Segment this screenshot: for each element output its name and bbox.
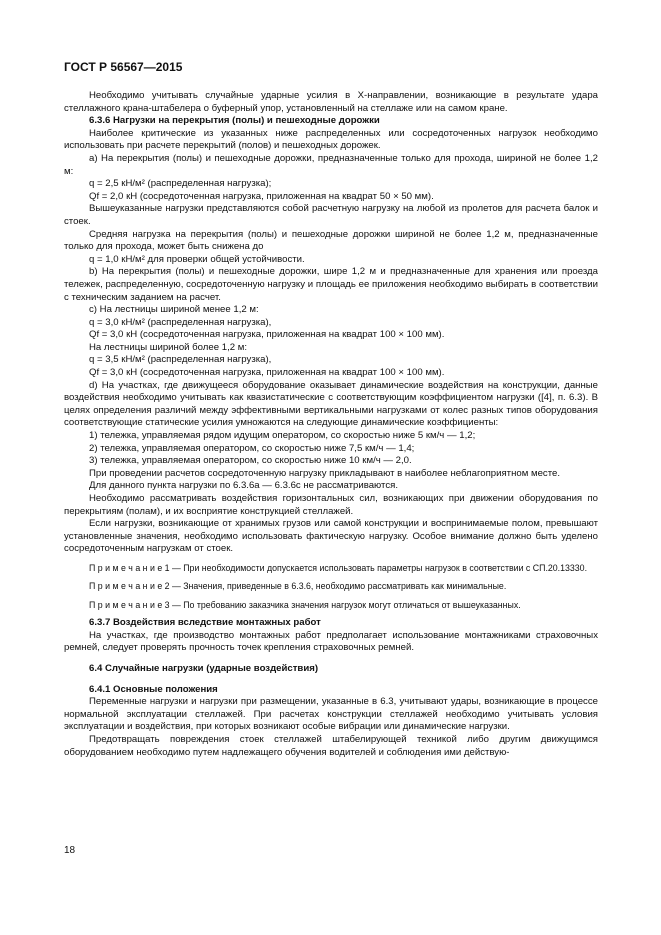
page-number: 18 (64, 845, 76, 856)
note: П р и м е ч а н и е 1 — При необходимости допускается использовать параметры нагрузок в соответствии с СП.20.13330. (89, 562, 588, 573)
section-heading: 6.4.1 Основные положения (89, 683, 218, 695)
formula-line: q = 1,0 кН/м² для проверки общей устойчивости. (89, 253, 305, 265)
formula-line: Qf = 3,0 кН (сосредоточенная нагрузка, приложенная на квадрат 100 × 100 мм). (89, 329, 445, 341)
paragraph: Предотвращать повреждения стоек стеллажей штабелирующей техникой либо другим движущимся оборудованием необходимо путем надлежащего обучения водителей и соблюдения ими действую- (64, 733, 598, 758)
paragraph: d) На участках, где движущееся оборудование оказывает динамические воздействия на конструкции, данные воздействия необходимо учитывать как квазистатические с соответствующим коэффициентом нагрузки ([4], п. 6.3). В целях определения различий между эффективными вертикальными нагрузками от колес разных типов оборудования соответствующие статические усилия умножаются на следующие динамические коэффициенты: (64, 379, 598, 429)
formula-line: q = 2,5 кН/м² (распределенная нагрузка); (89, 178, 272, 190)
paragraph: a) На перекрытия (полы) и пешеходные дорожки, предназначенные только для прохода, шириной не более 1,2 м: (64, 152, 598, 177)
section-heading: 6.3.6 Нагрузки на перекрытия (полы) и пешеходные дорожки (89, 115, 380, 127)
formula-line: На лестницы шириной более 1,2 м: (89, 341, 247, 353)
paragraph: Для данного пункта нагрузки по 6.3.6a — 6.3.6c не рассматриваются. (89, 480, 398, 492)
paragraph: При проведении расчетов сосредоточенную нагрузку прикладывают в наиболее неблагоприятном месте. (89, 467, 560, 479)
paragraph: Средняя нагрузка на перекрытия (полы) и пешеходные дорожки шириной не более 1,2 м, предназначенные только для прохода, может быть снижена до (64, 228, 598, 253)
note: П р и м е ч а н и е 2 — Значения, приведенные в 6.3.6, необходимо рассматривать как минимальные. (89, 581, 507, 592)
formula-line: q = 3,5 кН/м² (распределенная нагрузка), (89, 354, 272, 366)
formula-line: Qf = 2,0 кН (сосредоточенная нагрузка, приложенная на квадрат 50 × 50 мм). (89, 190, 434, 202)
paragraph: b) На перекрытия (полы) и пешеходные дорожки, шире 1,2 м и предназначенные для хранения или проезда тележек, распределенную, сосредоточенную нагрузку и площадь ее приложения необходимо выбирать в соответствии с техническим заданием на расчет. (64, 266, 598, 303)
paragraph: Вышеуказанные нагрузки представляются собой расчетную нагрузку на любой из пролетов для расчета балок и стоек. (64, 203, 598, 227)
list-item: 3) тележка, управляемая оператором, со скоростью ниже 10 км/ч — 2,0. (89, 455, 412, 467)
paragraph: Переменные нагрузки и нагрузки при размещении, указанные в 6.3, учитывают удары, возникающие в процессе нормальной эксплуатации стеллажей. При расчетах конструкции стеллажей необходимо учитывать условия эксплуатации и воздействия, при которых возникают особые вибрации или динамические нагрузки. (64, 696, 598, 733)
paragraph: На участках, где производство монтажных работ предполагает использование монтажниками страховочных ремней, следует проверять прочность точек крепления страховочных ремней. (64, 629, 598, 654)
paragraph: c) На лестницы шириной менее 1,2 м: (89, 304, 259, 316)
list-item: 1) тележка, управляемая рядом идущим оператором, со скоростью ниже 5 км/ч — 1,2; (89, 430, 476, 442)
formula-line: Qf = 3,0 кН (сосредоточенная нагрузка, приложенная на квадрат 100 × 100 мм). (89, 367, 445, 379)
list-item: 2) тележка, управляемая оператором, со скоростью ниже 7,5 км/ч — 1,4; (89, 442, 415, 454)
paragraph: Необходимо рассматривать воздействия горизонтальных сил, возникающих при движении оборудования по перекрытиям (полам), и их восприятие конструкцией стеллажей. (64, 493, 598, 517)
note: П р и м е ч а н и е 3 — По требованию заказчика значения нагрузок могут отличаться от вышеуказанных. (89, 599, 521, 610)
paragraph: Наиболее критические из указанных ниже распределенных или сосредоточенных нагрузок необходимо использовать при расчете перекрытий (полов) и пешеходных дорожек. (64, 127, 598, 152)
paragraph: Если нагрузки, возникающие от хранимых грузов или самой конструкции и воспринимаемые полом, превышают установленные значения, необходимо использовать фактическую нагрузку. Особое внимание должно быть уделено сосредоточенным нагрузкам от стоек. (64, 518, 598, 555)
section-heading: 6.4 Случайные нагрузки (ударные воздействия) (89, 662, 319, 674)
document-body (64, 90, 598, 759)
section-heading: 6.3.7 Воздействия вследствие монтажных работ (89, 617, 321, 629)
formula-line: q = 3,0 кН/м² (распределенная нагрузка), (89, 316, 272, 328)
paragraph: Необходимо учитывать случайные ударные усилия в X-направлении, возникающие в результате удара стеллажного крана-штабелера о буферный упор, установленный на стеллаже или на самом кране. (64, 90, 598, 114)
document-header: ГОСТ Р 56567—2015 (64, 60, 183, 74)
